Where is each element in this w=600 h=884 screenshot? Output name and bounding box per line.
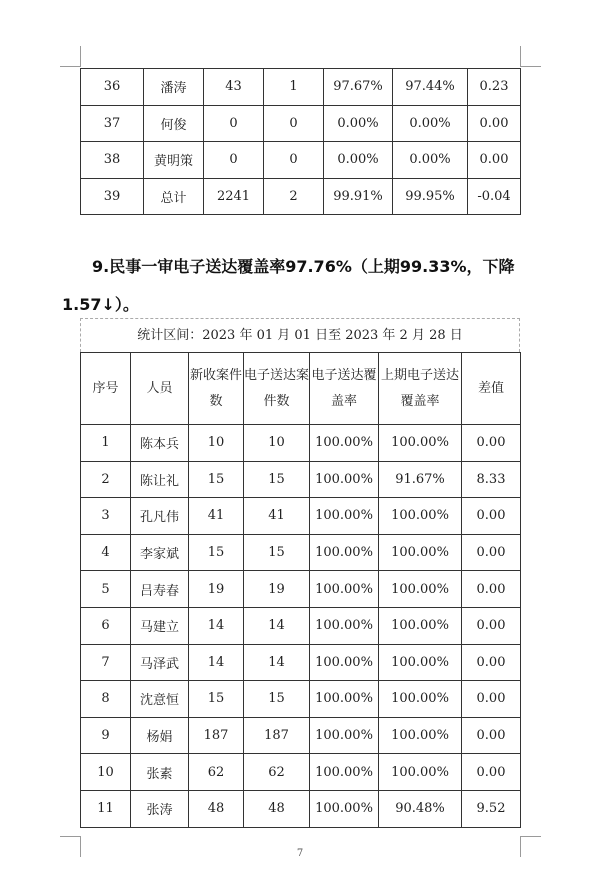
table-row bbox=[81, 461, 521, 498]
difference-cell: 0.00 bbox=[462, 717, 521, 754]
previous-rate-cell: 100.00% bbox=[379, 571, 462, 608]
index-cell: 36 bbox=[81, 69, 144, 106]
person-cell: 孔凡伟 bbox=[131, 498, 189, 535]
crop-mark-top-right bbox=[520, 46, 541, 67]
difference-cell: 0.00 bbox=[462, 534, 521, 571]
e-service-cases-cell: 2 bbox=[264, 178, 324, 215]
index-cell: 8 bbox=[81, 681, 131, 718]
person-cell: 潘涛 bbox=[144, 69, 204, 106]
coverage-rate-cell: 100.00% bbox=[310, 534, 379, 571]
new-cases-cell: 41 bbox=[189, 498, 244, 535]
new-cases-cell: 0 bbox=[204, 105, 264, 142]
difference-cell: 9.52 bbox=[462, 790, 521, 827]
coverage-rate-cell: 97.67% bbox=[324, 69, 393, 106]
table-row bbox=[81, 105, 521, 142]
index-cell: 3 bbox=[81, 498, 131, 535]
difference-cell: 0.00 bbox=[468, 105, 521, 142]
difference-cell: 0.23 bbox=[468, 69, 521, 106]
index-cell: 38 bbox=[81, 142, 144, 179]
person-cell: 陈本兵 bbox=[131, 425, 189, 462]
person-cell: 沈意恒 bbox=[131, 681, 189, 718]
new-cases-cell: 2241 bbox=[204, 178, 264, 215]
new-cases-cell: 15 bbox=[189, 534, 244, 571]
index-cell: 39 bbox=[81, 178, 144, 215]
index-cell: 9 bbox=[81, 717, 131, 754]
table-row bbox=[81, 534, 521, 571]
header-e-service-cases: 电子送达案件数 bbox=[244, 353, 310, 425]
coverage-rate-cell: 100.00% bbox=[310, 790, 379, 827]
difference-cell: 0.00 bbox=[462, 571, 521, 608]
e-service-cases-cell: 41 bbox=[244, 498, 310, 535]
person-cell: 吕寿春 bbox=[131, 571, 189, 608]
e-service-cases-cell: 14 bbox=[244, 607, 310, 644]
new-cases-cell: 14 bbox=[189, 644, 244, 681]
previous-rate-cell: 100.00% bbox=[379, 607, 462, 644]
index-cell: 4 bbox=[81, 534, 131, 571]
difference-cell: 0.00 bbox=[462, 607, 521, 644]
coverage-rate-cell: 100.00% bbox=[310, 644, 379, 681]
coverage-rate-cell: 100.00% bbox=[310, 607, 379, 644]
person-cell: 陈让礼 bbox=[131, 461, 189, 498]
header-new-cases: 新收案件数 bbox=[189, 353, 244, 425]
table-row bbox=[81, 607, 521, 644]
person-cell: 张涛 bbox=[131, 790, 189, 827]
continued-table-body bbox=[81, 69, 521, 215]
coverage-rate-cell: 100.00% bbox=[310, 461, 379, 498]
new-cases-cell: 62 bbox=[189, 754, 244, 791]
index-cell: 2 bbox=[81, 461, 131, 498]
new-cases-cell: 0 bbox=[204, 142, 264, 179]
difference-cell: 0.00 bbox=[462, 644, 521, 681]
index-cell: 10 bbox=[81, 754, 131, 791]
coverage-rate-cell: 100.00% bbox=[310, 754, 379, 791]
new-cases-cell: 15 bbox=[189, 681, 244, 718]
e-service-cases-cell: 0 bbox=[264, 105, 324, 142]
previous-rate-cell: 100.00% bbox=[379, 498, 462, 535]
table-row bbox=[81, 178, 521, 215]
table-row bbox=[81, 498, 521, 535]
continued-statistics-table bbox=[80, 68, 521, 215]
person-cell: 黄明策 bbox=[144, 142, 204, 179]
person-cell: 何俊 bbox=[144, 105, 204, 142]
new-cases-cell: 19 bbox=[189, 571, 244, 608]
difference-cell: 0.00 bbox=[462, 425, 521, 462]
e-service-cases-cell: 48 bbox=[244, 790, 310, 827]
table-row bbox=[81, 754, 521, 791]
person-cell: 总计 bbox=[144, 178, 204, 215]
person-cell: 张素 bbox=[131, 754, 189, 791]
previous-rate-cell: 100.00% bbox=[379, 425, 462, 462]
header-previous-coverage-rate: 上期电子送达覆盖率 bbox=[379, 353, 462, 425]
difference-cell: 0.00 bbox=[462, 681, 521, 718]
table-row bbox=[81, 69, 521, 106]
difference-cell: 8.33 bbox=[462, 461, 521, 498]
e-service-cases-cell: 15 bbox=[244, 681, 310, 718]
index-cell: 37 bbox=[81, 105, 144, 142]
difference-cell: 0.00 bbox=[462, 754, 521, 791]
previous-rate-cell: 97.44% bbox=[393, 69, 468, 106]
header-difference: 差值 bbox=[462, 353, 521, 425]
index-cell: 5 bbox=[81, 571, 131, 608]
e-service-cases-cell: 19 bbox=[244, 571, 310, 608]
e-service-cases-cell: 62 bbox=[244, 754, 310, 791]
table-row bbox=[81, 425, 521, 462]
previous-rate-cell: 100.00% bbox=[379, 717, 462, 754]
page-number: 7 bbox=[296, 848, 304, 859]
previous-rate-cell: 100.00% bbox=[379, 754, 462, 791]
person-cell: 马泽武 bbox=[131, 644, 189, 681]
coverage-rate-cell: 0.00% bbox=[324, 105, 393, 142]
coverage-rate-cell: 100.00% bbox=[310, 681, 379, 718]
previous-rate-cell: 91.67% bbox=[379, 461, 462, 498]
statistics-period: 统计区间：2023 年 01 月 01 日至 2023 年 2 月 28 日 bbox=[80, 318, 520, 352]
person-cell: 李家斌 bbox=[131, 534, 189, 571]
table-row bbox=[81, 644, 521, 681]
civil-first-instance-e-service-table bbox=[80, 352, 521, 828]
e-service-cases-cell: 15 bbox=[244, 534, 310, 571]
table-row bbox=[81, 681, 521, 718]
difference-cell: -0.04 bbox=[468, 178, 521, 215]
coverage-rate-cell: 100.00% bbox=[310, 425, 379, 462]
previous-rate-cell: 99.95% bbox=[393, 178, 468, 215]
previous-rate-cell: 100.00% bbox=[379, 681, 462, 718]
index-cell: 11 bbox=[81, 790, 131, 827]
table-header-row bbox=[81, 353, 521, 425]
e-service-cases-cell: 10 bbox=[244, 425, 310, 462]
table-row bbox=[81, 142, 521, 179]
coverage-rate-cell: 100.00% bbox=[310, 717, 379, 754]
new-cases-cell: 15 bbox=[189, 461, 244, 498]
header-index: 序号 bbox=[81, 353, 131, 425]
previous-rate-cell: 100.00% bbox=[379, 644, 462, 681]
e-service-cases-cell: 15 bbox=[244, 461, 310, 498]
table-row bbox=[81, 717, 521, 754]
crop-mark-top-left bbox=[60, 46, 81, 67]
difference-cell: 0.00 bbox=[462, 498, 521, 535]
main-table-body bbox=[81, 425, 521, 828]
previous-rate-cell: 100.00% bbox=[379, 534, 462, 571]
table-row bbox=[81, 571, 521, 608]
table-row bbox=[81, 790, 521, 827]
person-cell: 杨娟 bbox=[131, 717, 189, 754]
coverage-rate-cell: 100.00% bbox=[310, 498, 379, 535]
e-service-cases-cell: 1 bbox=[264, 69, 324, 106]
new-cases-cell: 14 bbox=[189, 607, 244, 644]
new-cases-cell: 187 bbox=[189, 717, 244, 754]
section-heading: 9.民事一审电子送达覆盖率97.76%（上期99.33%，下降1.57↓）。 bbox=[62, 257, 515, 314]
index-cell: 1 bbox=[81, 425, 131, 462]
person-cell: 马建立 bbox=[131, 607, 189, 644]
previous-rate-cell: 0.00% bbox=[393, 142, 468, 179]
difference-cell: 0.00 bbox=[468, 142, 521, 179]
index-cell: 7 bbox=[81, 644, 131, 681]
header-coverage-rate: 电子送达覆盖率 bbox=[310, 353, 379, 425]
e-service-cases-cell: 187 bbox=[244, 717, 310, 754]
coverage-rate-cell: 100.00% bbox=[310, 571, 379, 608]
new-cases-cell: 43 bbox=[204, 69, 264, 106]
coverage-rate-cell: 0.00% bbox=[324, 142, 393, 179]
previous-rate-cell: 90.48% bbox=[379, 790, 462, 827]
header-person: 人员 bbox=[131, 353, 189, 425]
e-service-cases-cell: 0 bbox=[264, 142, 324, 179]
new-cases-cell: 10 bbox=[189, 425, 244, 462]
index-cell: 6 bbox=[81, 607, 131, 644]
previous-rate-cell: 0.00% bbox=[393, 105, 468, 142]
e-service-cases-cell: 14 bbox=[244, 644, 310, 681]
coverage-rate-cell: 99.91% bbox=[324, 178, 393, 215]
new-cases-cell: 48 bbox=[189, 790, 244, 827]
